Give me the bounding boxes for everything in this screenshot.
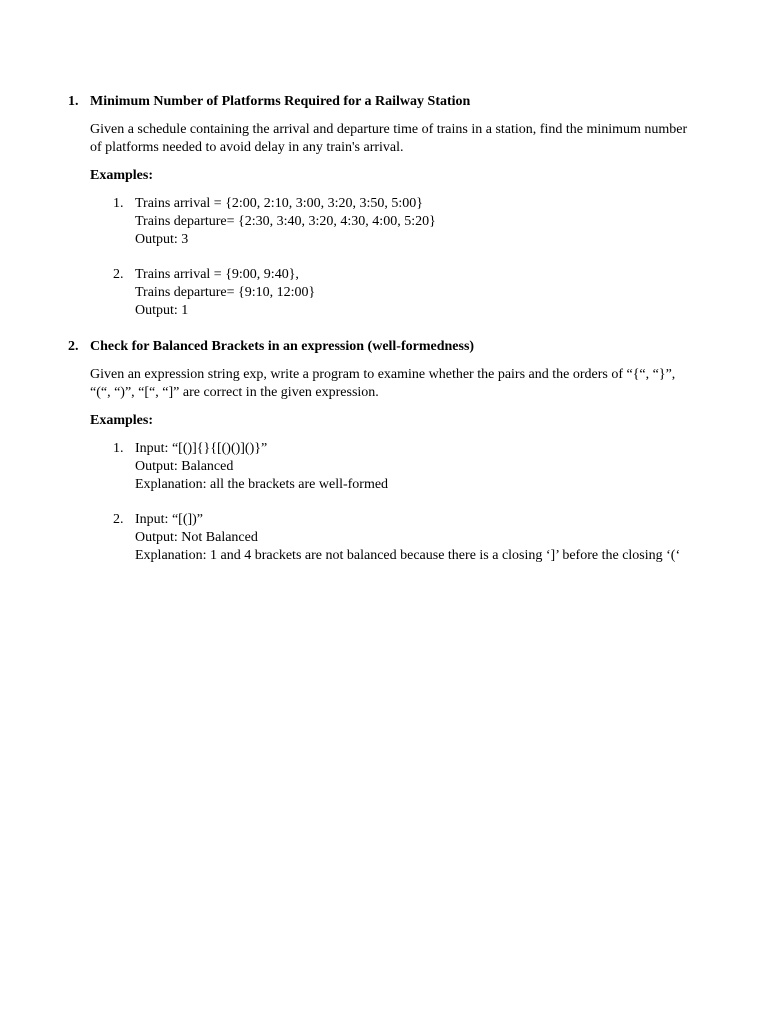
examples-label: Examples: bbox=[90, 168, 153, 183]
example-line: Trains arrival = {9:00, 9:40}, bbox=[135, 267, 299, 282]
problem-title: Check for Balanced Brackets in an expression (well-formedness) bbox=[90, 339, 475, 354]
problem-section-1 bbox=[68, 93, 708, 320]
problem-heading bbox=[68, 93, 708, 111]
problem-number: 2. bbox=[68, 339, 79, 354]
problem-description: Given an expression string exp, write a program to examine whether the pairs and the orders of “{“, “}”, “(“, “)”, “[“, “]” are correct in the given expression. bbox=[90, 367, 676, 400]
example-line: Input: “[()]{}{[()()]()}” bbox=[135, 441, 268, 456]
example-line: Output: Not Balanced bbox=[135, 530, 258, 545]
problem-description: Given a schedule containing the arrival and departure time of trains in a station, find the minimum number of platforms needed to avoid delay in any train's arrival. bbox=[90, 122, 688, 155]
example-item bbox=[113, 440, 708, 494]
example-lines bbox=[135, 511, 708, 565]
example-line: Output: 3 bbox=[135, 232, 189, 247]
example-number: 2. bbox=[113, 512, 124, 527]
example-number: 2. bbox=[113, 267, 124, 282]
example-line: Trains arrival = {2:00, 2:10, 3:00, 3:20, 3:50, 5:00} bbox=[135, 196, 423, 211]
example-lines bbox=[135, 195, 708, 249]
example-item bbox=[113, 195, 708, 249]
example-line: Explanation: all the brackets are well-formed bbox=[135, 477, 389, 492]
example-line: Output: 1 bbox=[135, 303, 189, 318]
example-item bbox=[113, 511, 708, 565]
problem-heading bbox=[68, 338, 708, 356]
example-line: Trains departure= {9:10, 12:00} bbox=[135, 285, 316, 300]
example-line: Trains departure= {2:30, 3:40, 3:20, 4:30, 4:00, 5:20} bbox=[135, 214, 436, 229]
problem-section-2 bbox=[68, 338, 708, 565]
example-item bbox=[113, 266, 708, 320]
example-line: Output: Balanced bbox=[135, 459, 234, 474]
example-lines bbox=[135, 440, 708, 494]
example-number: 1. bbox=[113, 196, 124, 211]
example-line: Input: “[(])” bbox=[135, 512, 204, 527]
example-line: Explanation: 1 and 4 brackets are not balanced because there is a closing ‘]’ before the closing ‘(‘ bbox=[135, 548, 681, 563]
problem-title: Minimum Number of Platforms Required for a Railway Station bbox=[90, 94, 471, 109]
problem-number: 1. bbox=[68, 94, 79, 109]
example-lines bbox=[135, 266, 708, 320]
examples-label: Examples: bbox=[90, 413, 153, 428]
example-number: 1. bbox=[113, 441, 124, 456]
